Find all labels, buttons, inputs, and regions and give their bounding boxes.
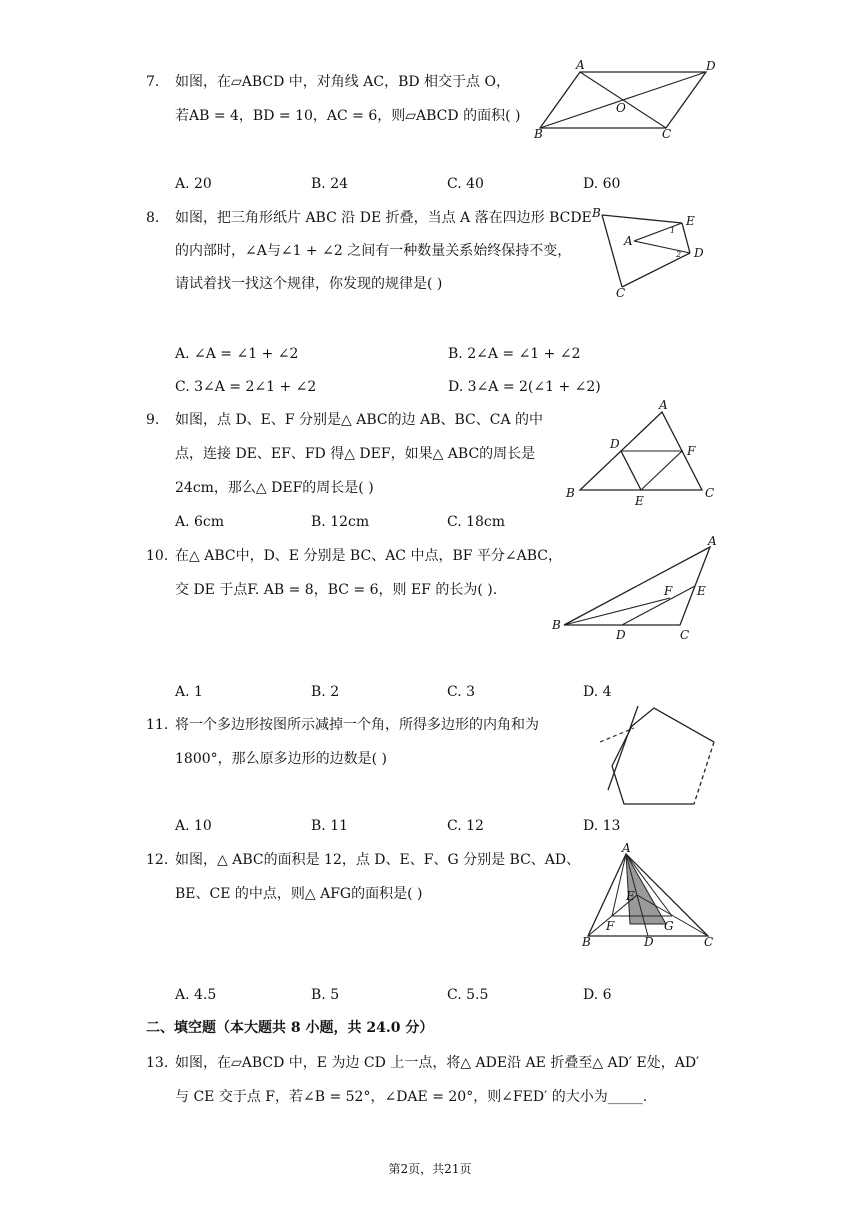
- q9-option-a: A. 6cm: [175, 514, 225, 530]
- q9-number: 9.: [146, 412, 160, 428]
- q8-text-line3: 请试着找一找这个规律，你发现的规律是( ): [175, 276, 443, 292]
- q7-text-line2: 若AB = 4，BD = 10，AC = 6，则▱ABCD 的面积( ): [175, 108, 521, 124]
- q9-text-line1: 如图，点 D、E、F 分别是△ ABC的边 AB、BC、CA 的中: [175, 412, 544, 428]
- q8-label-a: A: [624, 234, 633, 248]
- q12-label-a: A: [622, 841, 631, 855]
- q10-label-e: E: [697, 584, 706, 598]
- q9-label-d: D: [610, 437, 620, 451]
- q7-label-c: C: [662, 127, 672, 141]
- q12-label-e: E: [626, 889, 635, 903]
- q8-label-e: E: [686, 214, 695, 228]
- q7-text-line1: 如图，在▱ABCD 中，对角线 AC，BD 相交于点 O，: [175, 74, 510, 90]
- q10-option-a: A. 1: [175, 684, 203, 700]
- q9-label-a: A: [659, 398, 668, 412]
- q10-label-f: F: [664, 584, 673, 598]
- q9-text-line2: 点，连接 DE、EF、FD 得△ DEF，如果△ ABC的周长是: [175, 446, 536, 462]
- q10-option-c: C. 3: [447, 684, 476, 700]
- q8-label-d: D: [694, 246, 704, 260]
- q8-option-d: D. 3∠A = 2(∠1 + ∠2): [448, 379, 601, 395]
- q10-label-a: A: [708, 534, 717, 548]
- q11-option-b: B. 11: [311, 818, 349, 834]
- q7-label-b: B: [534, 127, 543, 141]
- q12-label-d: D: [644, 935, 654, 949]
- q10-label-d: D: [616, 628, 626, 642]
- q12-label-f: F: [606, 919, 615, 933]
- q11-option-c: C. 12: [447, 818, 484, 834]
- q11-text-line2: 1800°，那么原多边形的边数是( ): [175, 751, 388, 767]
- q10-option-b: B. 2: [311, 684, 340, 700]
- q9-label-f: F: [687, 444, 696, 458]
- section-heading-fill-in: 二、填空题（本大题共 8 小题，共 24.0 分）: [146, 1020, 434, 1036]
- q11-text-line1: 将一个多边形按图所示减掉一个角，所得多边形的内角和为: [175, 717, 539, 733]
- q11-number: 11.: [146, 717, 169, 733]
- q8-text-line2: 的内部时，∠A与∠1 + ∠2 之间有一种数量关系始终保持不变，: [175, 243, 572, 259]
- q13-text-line2: 与 CE 交于点 F，若∠B = 52°，∠DAE = 20°，则∠FED′ 的大小为_____.: [175, 1089, 648, 1105]
- q9-midpoint-triangle-figure: [562, 398, 722, 510]
- q11-cut-pentagon-figure: [590, 700, 725, 810]
- q8-label-2: 2: [676, 250, 682, 259]
- q10-number: 10.: [146, 548, 169, 564]
- q7-option-b: B. 24: [311, 176, 349, 192]
- q10-text-line1: 在△ ABC中，D、E 分别是 BC、AC 中点，BF 平分∠ABC，: [175, 548, 563, 564]
- q7-parallelogram-figure: [530, 60, 720, 140]
- q9-label-e: E: [635, 494, 644, 508]
- q8-label-b: B: [592, 206, 601, 220]
- q12-label-g: G: [664, 919, 674, 933]
- q10-text-line2: 交 DE 于点F. AB = 8，BC = 6，则 EF 的长为( ).: [175, 582, 498, 598]
- q10-label-c: C: [680, 628, 690, 642]
- q12-shaded-triangle-figure: [578, 842, 723, 954]
- q12-option-a: A. 4.5: [175, 987, 217, 1003]
- q7-option-a: A. 20: [175, 176, 212, 192]
- q9-option-c: C. 18cm: [447, 514, 506, 530]
- q7-label-a: A: [576, 58, 585, 72]
- q12-label-c: C: [704, 935, 714, 949]
- q7-number: 7.: [146, 74, 160, 90]
- q8-option-b: B. 2∠A = ∠1 + ∠2: [448, 346, 581, 362]
- q12-label-b: B: [582, 935, 591, 949]
- q13-number: 13.: [146, 1055, 169, 1071]
- q7-option-d: D. 60: [583, 176, 621, 192]
- q7-label-o: O: [616, 101, 626, 115]
- q8-text-line1: 如图，把三角形纸片 ABC 沿 DE 折叠，当点 A 落在四边形 BCDE: [175, 210, 592, 226]
- q9-label-b: B: [566, 486, 575, 500]
- q9-label-c: C: [705, 486, 715, 500]
- q9-option-b: B. 12cm: [311, 514, 370, 530]
- q12-number: 12.: [146, 852, 169, 868]
- q11-option-d: D. 13: [583, 818, 621, 834]
- q7-option-c: C. 40: [447, 176, 484, 192]
- q8-label-1: 1: [670, 226, 676, 235]
- q10-triangle-bisector-figure: [550, 535, 725, 645]
- q8-number: 8.: [146, 210, 160, 226]
- page-footer: 第2页，共21页: [388, 1162, 472, 1176]
- q12-text-line1: 如图，△ ABC的面积是 12，点 D、E、F、G 分别是 BC、AD、: [175, 852, 581, 868]
- q8-option-c: C. 3∠A = 2∠1 + ∠2: [175, 379, 317, 395]
- q10-label-b: B: [552, 618, 561, 632]
- q11-option-a: A. 10: [175, 818, 212, 834]
- q7-label-d: D: [706, 59, 716, 73]
- q8-fold-triangle-figure: [590, 205, 720, 300]
- q12-option-b: B. 5: [311, 987, 340, 1003]
- q10-option-d: D. 4: [583, 684, 612, 700]
- q12-option-c: C. 5.5: [447, 987, 489, 1003]
- q8-label-c: C: [616, 286, 626, 300]
- q13-text-line1: 如图，在▱ABCD 中，E 为边 CD 上一点，将△ ADE沿 AE 折叠至△ AD′ E处，AD′: [175, 1055, 700, 1071]
- q9-text-line3: 24cm，那么△ DEF的周长是( ): [175, 480, 374, 496]
- q12-text-line2: BE、CE 的中点，则△ AFG的面积是( ): [175, 886, 423, 902]
- q8-option-a: A. ∠A = ∠1 + ∠2: [175, 346, 299, 362]
- q12-option-d: D. 6: [583, 987, 612, 1003]
